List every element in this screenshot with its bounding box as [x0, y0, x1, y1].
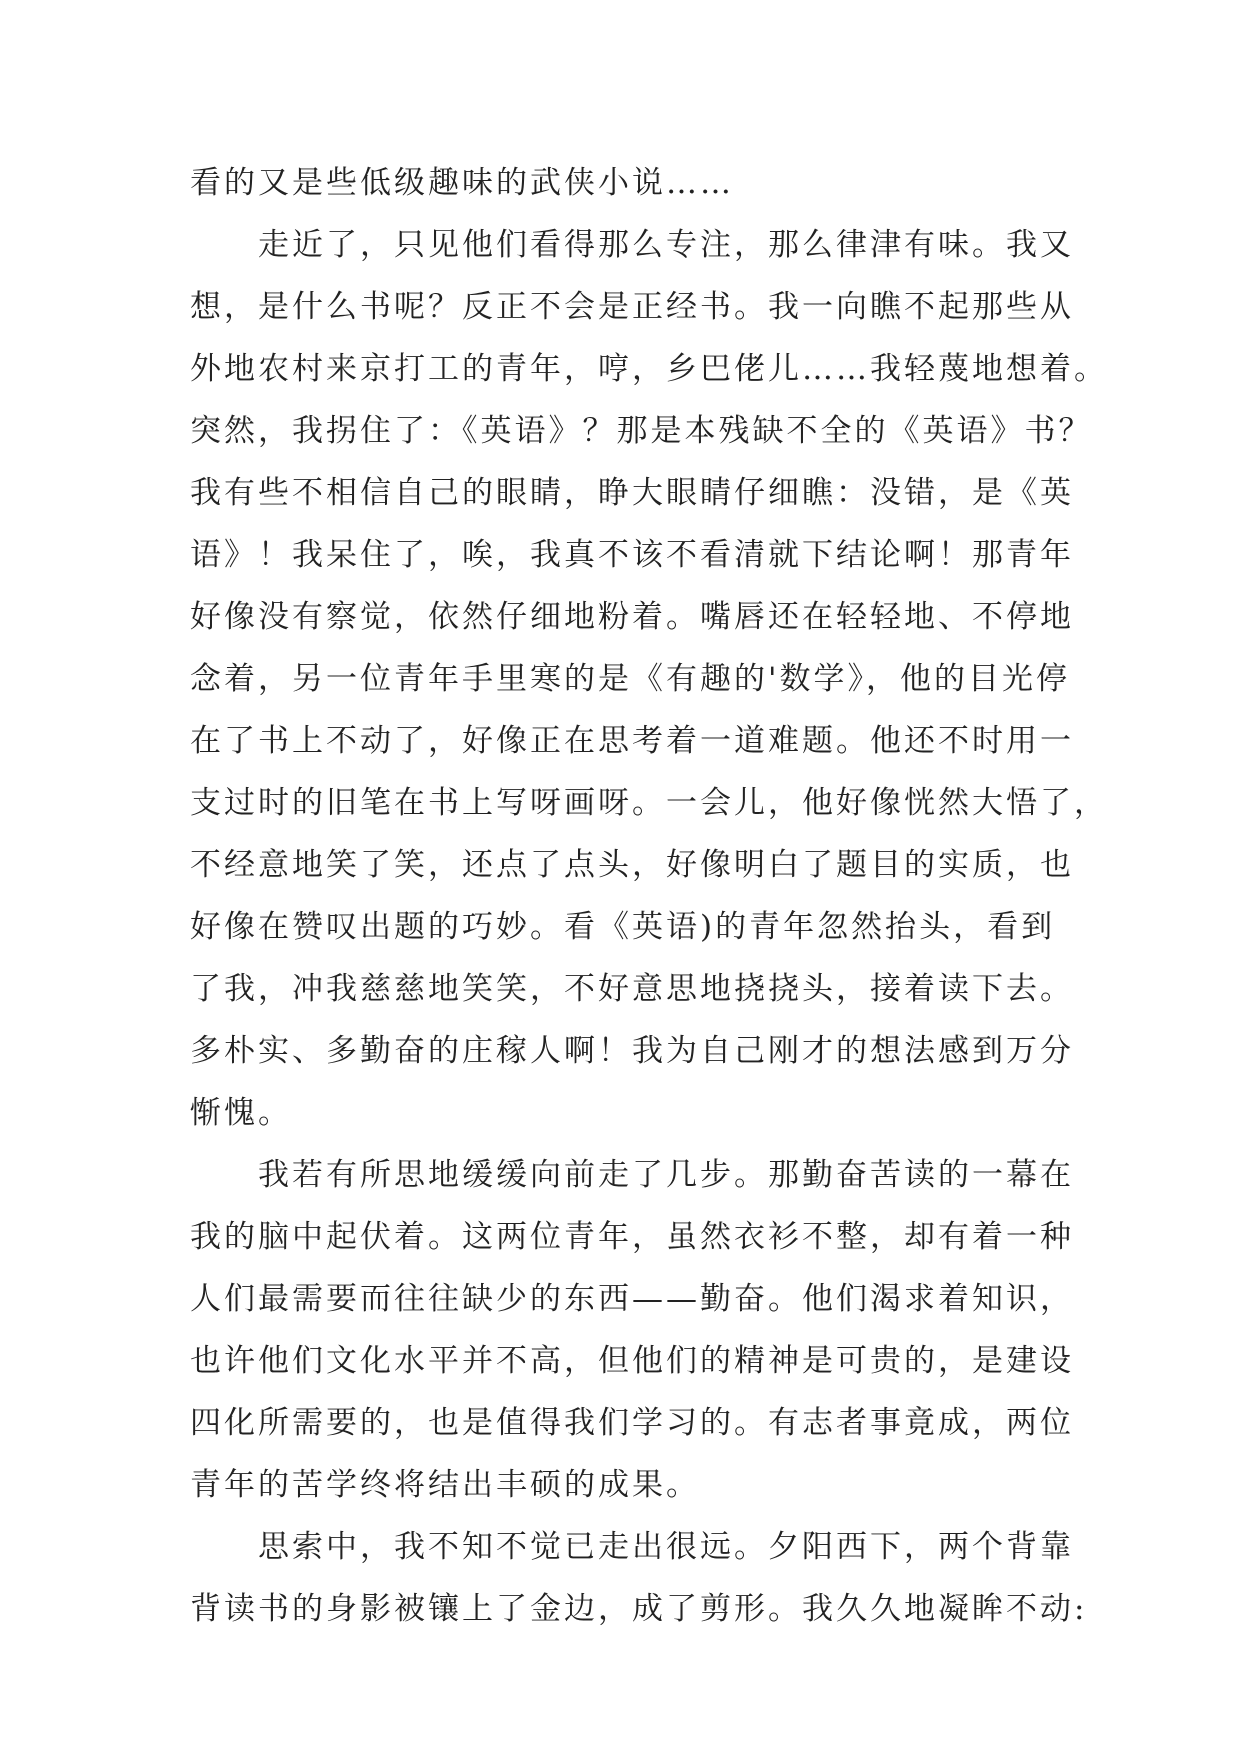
- text-line: 不经意地笑了笑，还点了点头，好像明白了题目的实质，也: [190, 847, 1074, 883]
- text-line: 了我，冲我慈慈地笑笑，不好意思地挠挠头，接着读下去。: [190, 971, 1074, 1007]
- text-line: 好像在赞叹出题的巧妙。看《英语)的青年忽然抬头，看到: [190, 909, 1056, 945]
- text-line: 青年的苦学终将结出丰硕的成果。: [190, 1467, 700, 1503]
- text-line: 走近了，只见他们看得那么专注，那么律津有味。我又: [258, 227, 1074, 263]
- text-line: 念着，另一位青年手里寒的是《有趣的'数学》，他的目光停: [190, 661, 1071, 697]
- body-text: [190, 152, 1108, 1640]
- text-line: 背读书的身影被镶上了金边，成了剪形。我久久地凝眸不动:: [190, 1591, 1088, 1627]
- text-line: 外地农村来京打工的青年，哼，乡巴佬儿……我轻蔑地想着。: [190, 351, 1108, 387]
- text-line: 思索中，我不知不觉已走出很远。夕阳西下，两个背靠: [258, 1529, 1074, 1565]
- text-line: 突然，我拐住了：《英语》？那是本残缺不全的《英语》书？: [190, 413, 1093, 449]
- text-line: 语》！我呆住了，唉，我真不该不看清就下结论啊！那青年: [190, 537, 1074, 573]
- text-line: 想，是什么书呢？反正不会是正经书。我一向瞧不起那些从: [190, 289, 1074, 325]
- text-line: 人们最需要而往往缺少的东西——勤奋。他们渴求着知识，: [190, 1281, 1074, 1317]
- text-line: 也许他们文化水平并不高，但他们的精神是可贵的，是建设: [190, 1343, 1074, 1379]
- text-line: 我有些不相信自己的眼睛，睁大眼睛仔细瞧：没错，是《英: [190, 475, 1074, 511]
- text-line: 我若有所思地缓缓向前走了几步。那勤奋苦读的一幕在: [258, 1157, 1074, 1193]
- text-line: 四化所需要的，也是值得我们学习的。有志者事竟成，两位: [190, 1405, 1074, 1441]
- text-line: 惭愧。: [190, 1095, 292, 1131]
- text-line: 我的脑中起伏着。这两位青年，虽然衣衫不整，却有着一种: [190, 1219, 1074, 1255]
- text-line: 在了书上不动了，好像正在思考着一道难题。他还不时用一: [190, 723, 1074, 759]
- text-line: 多朴实、多勤奋的庄稼人啊！我为自己刚才的想法感到万分: [190, 1033, 1074, 1069]
- text-line: 支过时的旧笔在书上写呀画呀。一会儿，他好像恍然大悟了，: [190, 785, 1108, 821]
- text-line: 看的又是些低级趣味的武侠小说……: [190, 165, 734, 201]
- text-line: 好像没有察觉，依然仔细地粉着。嘴唇还在轻轻地、不停地: [190, 599, 1074, 635]
